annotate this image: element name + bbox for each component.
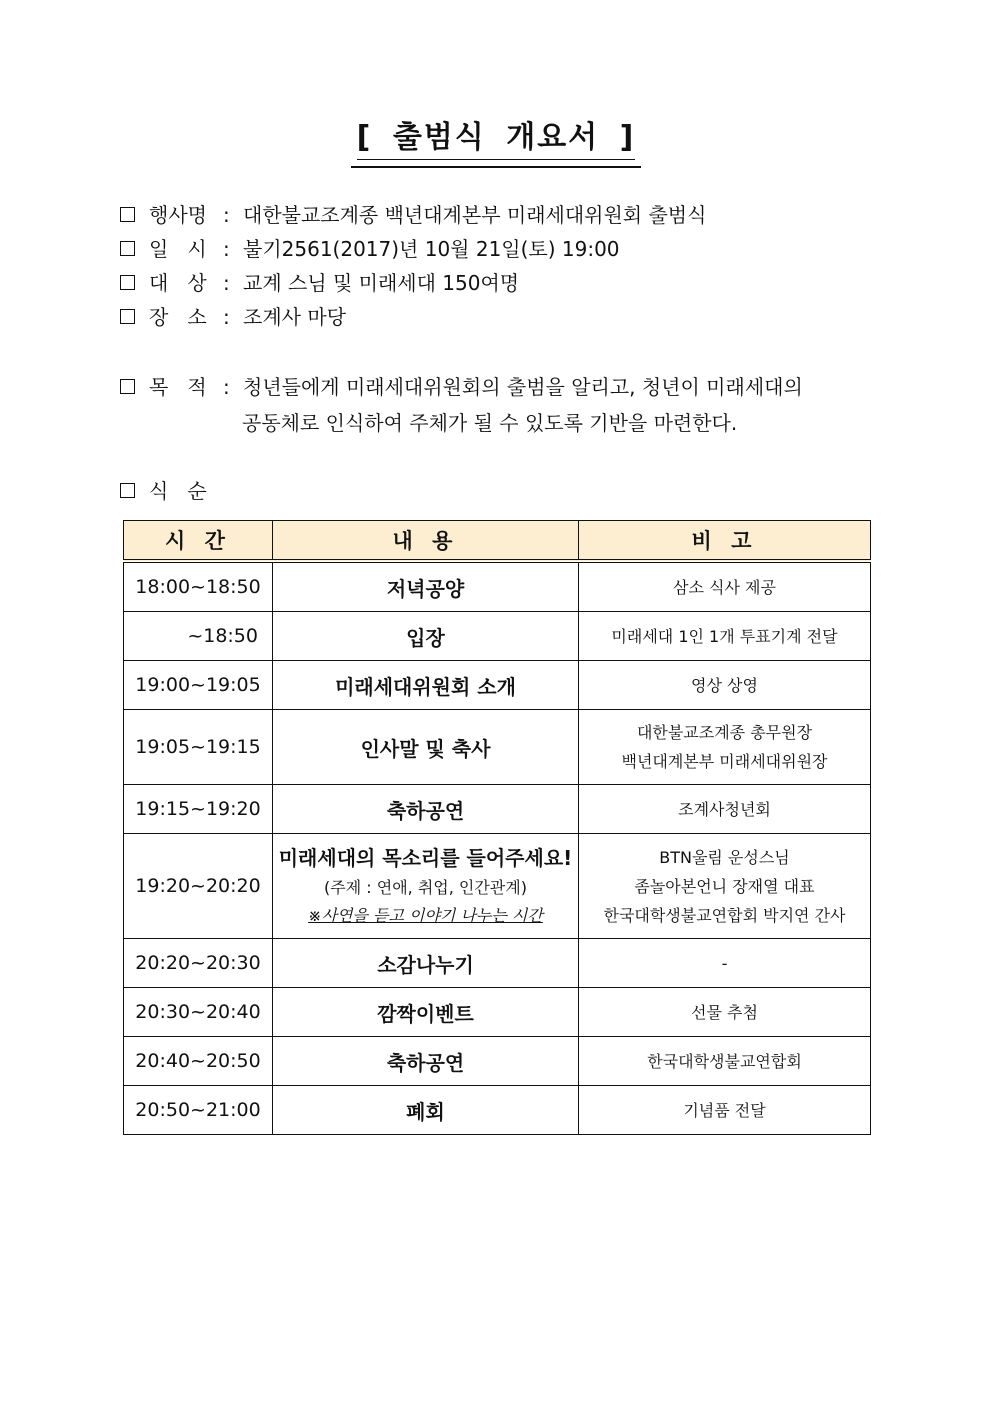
row-time: 20:20~20:30 (124, 939, 273, 988)
row-note: 삼소 식사 제공 (579, 561, 871, 612)
row-note: 대한불교조계종 총무원장 백년대계본부 미래세대위원장 (579, 710, 871, 785)
checkbox-square-icon (120, 275, 135, 290)
row-content: 축하공연 (273, 1037, 579, 1086)
row-content: 폐회 (273, 1086, 579, 1135)
info-label: 대 상 (149, 271, 207, 295)
table-row (124, 785, 871, 834)
table-row (124, 1086, 871, 1135)
row-note: 영상 상영 (579, 661, 871, 710)
row-note: 조계사청년회 (579, 785, 871, 834)
table-row (124, 834, 871, 939)
checkbox-square-icon (120, 309, 135, 324)
info-value: 불기2561(2017)년 10월 21일(토) 19:00 (243, 237, 620, 261)
checkbox-square-icon (120, 483, 135, 498)
table-row (124, 661, 871, 710)
row-note: BTN울림 운성스님 좀놀아본언니 장재열 대표 한국대학생불교연합회 박지연 간사 (579, 834, 871, 939)
info-row-location: 장 소 : 조계사 마당 (120, 302, 346, 332)
header-content: 내 용 (273, 521, 579, 562)
order-heading (120, 476, 207, 506)
row-time: 19:20~20:20 (124, 834, 273, 939)
info-label: 장 소 (149, 305, 207, 329)
info-row-datetime: 일 시 : 불기2561(2017)년 10월 21일(토) 19:00 (120, 234, 620, 264)
info-value: 교계 스님 및 미래세대 150여명 (243, 271, 520, 295)
checkbox-square-icon (120, 207, 135, 222)
row-time: 20:30~20:40 (124, 988, 273, 1037)
row-content: 입장 (273, 612, 579, 661)
row-note: 기념품 전달 (579, 1086, 871, 1135)
row-content: 미래세대의 목소리를 들어주세요! (주제 : 연애, 취업, 인간관계) ※사연을 듣고 이야기 나누는 시간 (273, 834, 579, 939)
table-row (124, 612, 871, 661)
document-title (0, 112, 992, 168)
info-row-audience: 대 상 : 교계 스님 및 미래세대 150여명 (120, 268, 519, 298)
info-value: 조계사 마당 (243, 305, 346, 329)
info-label: 목 적 (149, 375, 207, 399)
info-label: 일 시 (149, 237, 207, 261)
schedule-table (123, 520, 871, 1135)
row-time: 20:50~21:00 (124, 1086, 273, 1135)
row-time: 19:15~19:20 (124, 785, 273, 834)
row-note: 미래세대 1인 1개 투표기계 전달 (579, 612, 871, 661)
row-time: 19:05~19:15 (124, 710, 273, 785)
row-content: 축하공연 (273, 785, 579, 834)
info-value: 대한불교조계종 백년대계본부 미래세대위원회 출범식 (243, 203, 707, 227)
table-row (124, 710, 871, 785)
info-label: 행사명 (149, 203, 207, 227)
row-note: 선물 추첨 (579, 988, 871, 1037)
table-row (124, 1037, 871, 1086)
info-row-event-name: 행사명 : 대한불교조계종 백년대계본부 미래세대위원회 출범식 (120, 200, 706, 230)
order-label: 식 순 (149, 479, 207, 503)
table-row (124, 988, 871, 1037)
row-note: 한국대학생불교연합회 (579, 1037, 871, 1086)
header-note: 비 고 (579, 521, 871, 562)
purpose-line-2: 공동체로 인식하여 주체가 될 수 있도록 기반을 마련한다. (242, 411, 738, 435)
table-row (124, 561, 871, 612)
purpose-line-1: 청년들에게 미래세대위원회의 출범을 알리고, 청년이 미래세대의 (243, 375, 803, 399)
checkbox-square-icon (120, 379, 135, 394)
row-content: 저녁공양 (273, 561, 579, 612)
header-time: 시 간 (124, 521, 273, 562)
info-row-purpose: 목 적 : 청년들에게 미래세대위원회의 출범을 알리고, 청년이 미래세대의 (120, 372, 803, 402)
row-note: - (579, 939, 871, 988)
row-time: ~18:50 (124, 612, 273, 661)
row-time: 20:40~20:50 (124, 1037, 273, 1086)
row-content: 깜짝이벤트 (273, 988, 579, 1037)
table-header-row (124, 521, 871, 562)
row-time: 19:00~19:05 (124, 661, 273, 710)
checkbox-square-icon (120, 241, 135, 256)
row-time: 18:00~18:50 (124, 561, 273, 612)
row-content: 미래세대위원회 소개 (273, 661, 579, 710)
table-row (124, 939, 871, 988)
document-title-text: [ 출범식 개요서 ] (351, 112, 642, 168)
row-content: 소감나누기 (273, 939, 579, 988)
row-content: 인사말 및 축사 (273, 710, 579, 785)
